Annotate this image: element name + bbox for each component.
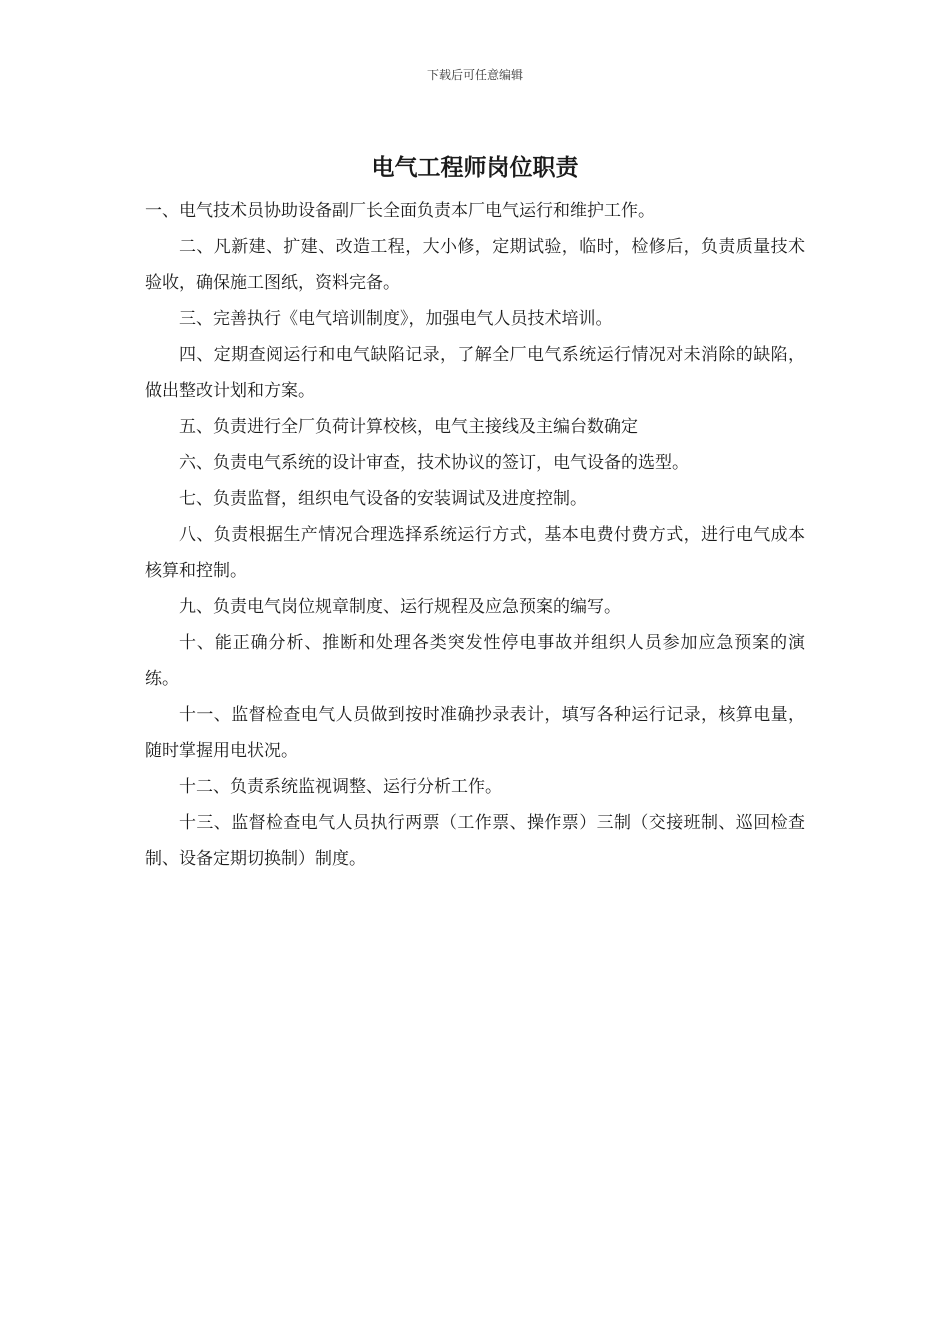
paragraph-5: 五、负责进行全厂负荷计算校核，电气主接线及主编台数确定 xyxy=(179,417,638,437)
paragraph-12: 十二、负责系统监视调整、运行分析工作。 xyxy=(179,777,502,797)
paragraph-7: 七、负责监督，组织电气设备的安装调试及进度控制。 xyxy=(179,489,587,509)
document-body xyxy=(145,193,805,877)
paragraph-13: 十三、监督检查电气人员执行两票（工作票、操作票）三制（交接班制、巡回检查制、设备定期切换制）制度。 xyxy=(145,813,805,869)
paragraph-4: 四、定期查阅运行和电气缺陷记录，了解全厂电气系统运行情况对未消除的缺陷，做出整改计划和方案。 xyxy=(145,345,805,401)
document-title: 电气工程师岗位职责 xyxy=(371,154,579,181)
paragraph-3: 三、完善执行《电气培训制度》，加强电气人员技术培训。 xyxy=(179,309,613,329)
paragraph-11: 十一、监督检查电气人员做到按时准确抄录表计，填写各种运行记录，核算电量，随时掌握用电状况。 xyxy=(145,705,805,761)
paragraph-8: 八、负责根据生产情况合理选择系统运行方式，基本电费付费方式，进行电气成本核算和控制。 xyxy=(145,525,805,581)
paragraph-9: 九、负责电气岗位规章制度、运行规程及应急预案的编写。 xyxy=(179,597,621,617)
paragraph-2: 二、凡新建、扩建、改造工程，大小修，定期试验，临时，检修后，负责质量技术验收，确保施工图纸，资料完备。 xyxy=(145,237,805,293)
paragraph-1: 一、电气技术员协助设备副厂长全面负责本厂电气运行和维护工作。 xyxy=(145,201,655,221)
paragraph-10: 十、能正确分析、推断和处理各类突发性停电事故并组织人员参加应急预案的演练。 xyxy=(145,633,805,689)
paragraph-6: 六、负责电气系统的设计审查，技术协议的签订，电气设备的选型。 xyxy=(179,453,689,473)
header-note: 下载后可任意编辑 xyxy=(426,68,523,82)
